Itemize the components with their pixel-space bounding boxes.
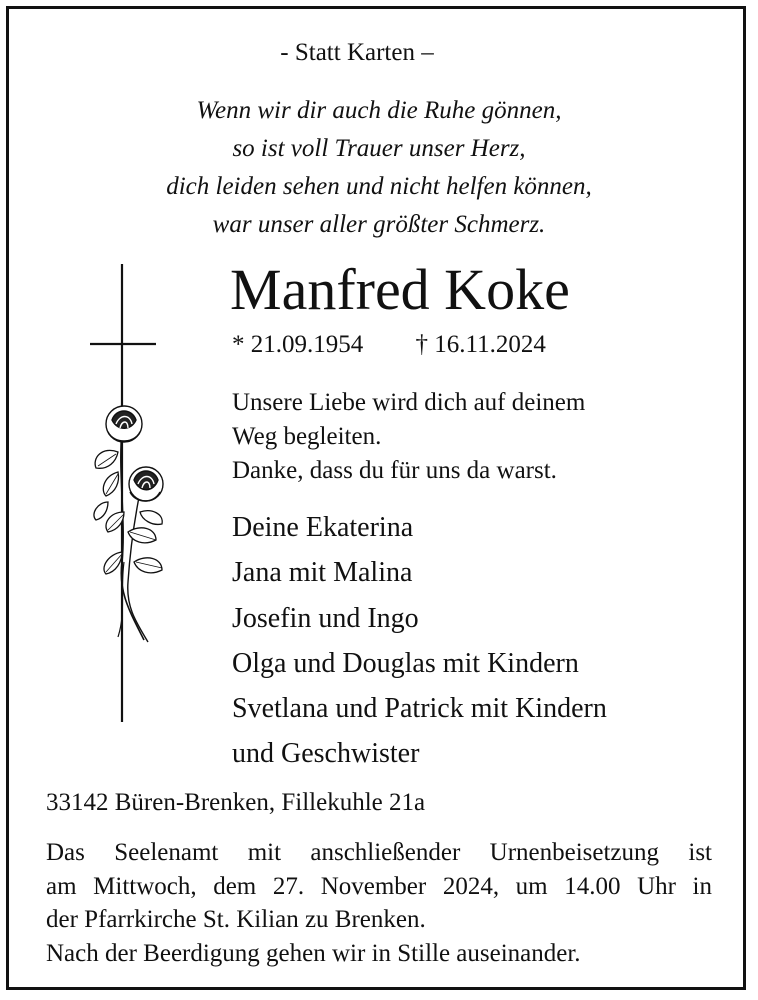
- quote-line: Danke, dass du für uns da warst.: [232, 457, 557, 484]
- farewell-quote: [232, 386, 585, 488]
- birth-date: * 21.09.1954: [232, 331, 364, 358]
- memorial-poem: [0, 92, 758, 244]
- notice-line: Das Seelenamt mit anschließender Urnenbeisetzung ist: [46, 839, 712, 866]
- mourner-line: und Geschwister: [232, 738, 420, 770]
- quote-line: Weg begleiten.: [232, 423, 382, 450]
- mourner-line: Jana mit Malina: [232, 557, 413, 589]
- address: 33142 Büren-Brenken, Fillekuhle 21a: [46, 789, 426, 816]
- notice-line: der Pfarrkirche St. Kilian zu Brenken.: [46, 906, 426, 933]
- poem-line: so ist voll Trauer unser Herz,: [232, 135, 526, 162]
- header-statt-karten: - Statt Karten –: [280, 39, 434, 66]
- quote-line: Unsere Liebe wird dich auf deinem: [232, 389, 586, 416]
- mourner-line: Josefin und Ingo: [232, 602, 419, 634]
- poem-line: Wenn wir dir auch die Ruhe gönnen,: [196, 97, 562, 124]
- funeral-notice: [46, 836, 712, 970]
- life-dates: [232, 330, 546, 360]
- mourner-line: Olga und Douglas mit Kindern: [232, 647, 579, 679]
- death-date: † 16.11.2024: [415, 331, 546, 358]
- mourners-list: [232, 505, 607, 777]
- cross-with-roses-icon: [78, 262, 178, 724]
- mourner-line: Deine Ekaterina: [232, 512, 414, 543]
- poem-line: dich leiden sehen und nicht helfen können,: [166, 173, 592, 200]
- poem-line: war unser aller größter Schmerz.: [212, 211, 546, 238]
- notice-line: Nach der Beerdigung gehen wir in Stille auseinander.: [46, 939, 581, 967]
- deceased-name: Manfred Koke: [230, 257, 570, 322]
- mourner-line: Svetlana und Patrick mit Kindern: [232, 693, 607, 725]
- notice-line: am Mittwoch, dem 27. November 2024, um 14.00 Uhr in: [46, 872, 712, 900]
